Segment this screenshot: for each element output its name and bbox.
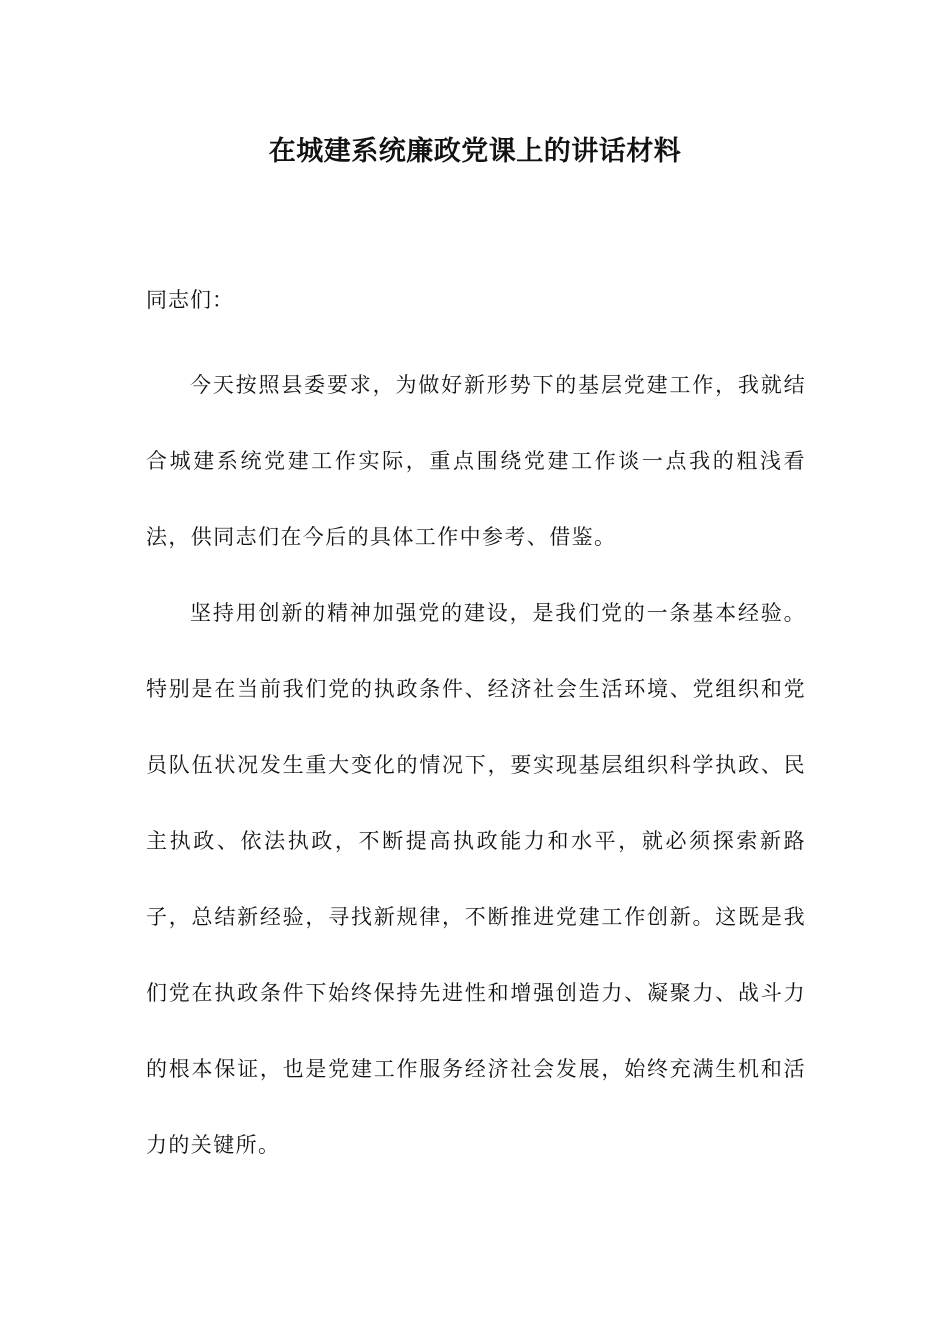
document-title: 在城建系统廉政党课上的讲话材料 (268, 136, 682, 167)
paragraph-2: 坚持用创新的精神加强党的建设，是我们党的一条基本经验。特别是在当前我们党的执政条件、经济社会生活环境、党组织和党员队伍状况发生重大变化的情况下，要实现基层组织科学执政、民主执政、依法执政，不断提高执政能力和水平，就必须探索新路子，总结新经验，寻找新规律，不断推进党建工作创新。这既是我们党在执政条件下始终保持先进性和增强创造力、凝聚力、战斗力的根本保证，也是党建工作服务经济社会发展，始终充满生机和活力的关键所。 (146, 601, 806, 1157)
paragraph-1: 今天按照县委要求，为做好新形势下的基层党建工作，我就结合城建系统党建工作实际，重点围绕党建工作谈一点我的粗浅看法，供同志们在今后的具体工作中参考、借鉴。 (146, 373, 806, 549)
salutation: 同志们： (146, 288, 234, 312)
